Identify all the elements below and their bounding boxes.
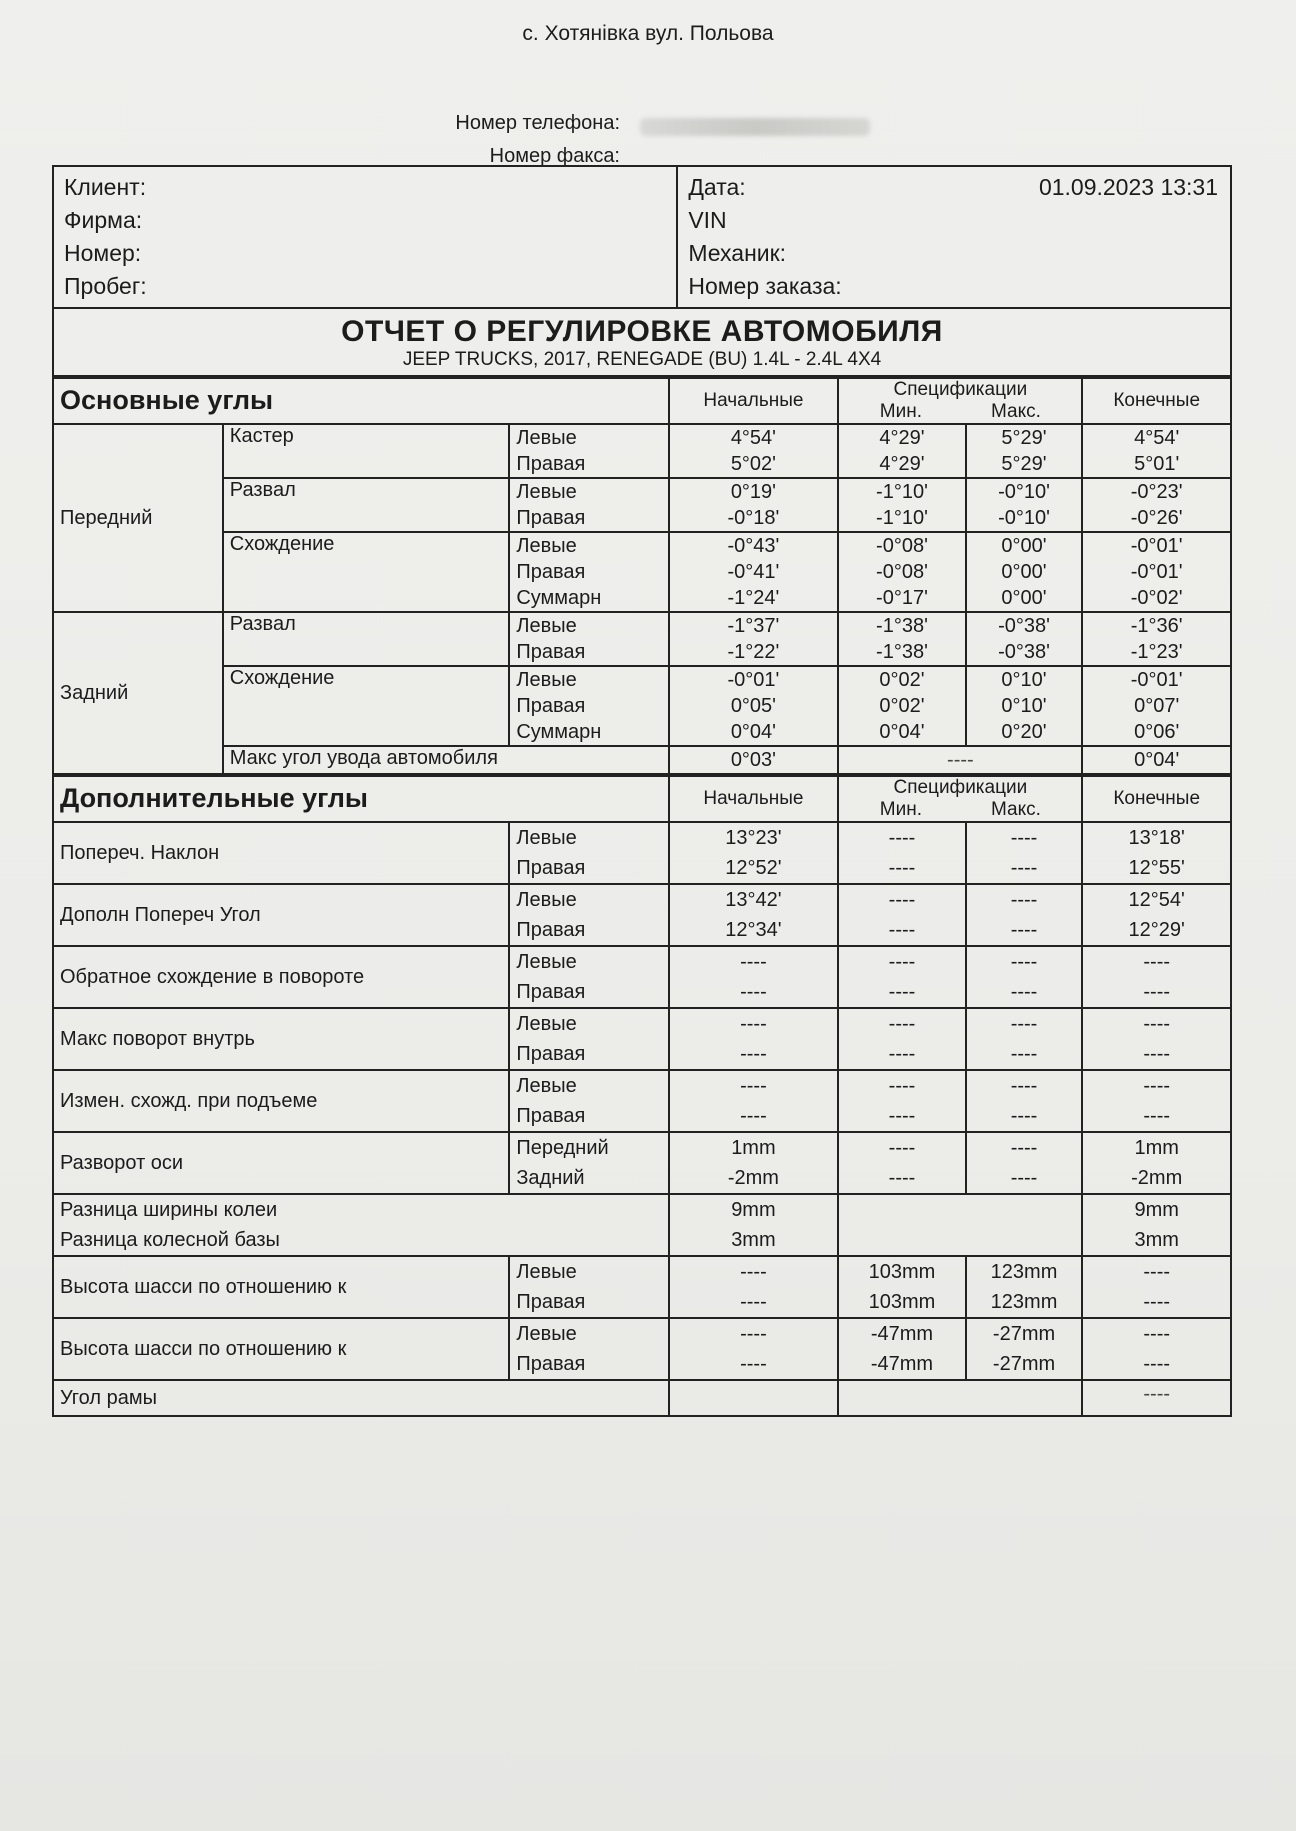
col-final: Конечные [1082,378,1231,424]
table-row: Макс угол увода автомобиля 0°03' ---- 0°04' [53,746,1231,774]
main-angles-table [52,377,1232,775]
table-row: Дополн Попереч Угол Левые Правая 13°42' 12°34' ---- ---- ---- ---- 12°54' 12°29' [53,884,1231,946]
frame-angle-label: Угол рамы [53,1380,669,1416]
firm-label: Фирма: [64,207,143,233]
table-row: Обратное схождение в повороте Левые Правая ---- ---- ---- ---- ---- ---- ---- ---- [53,946,1231,1008]
caster-label: Кастер [223,424,510,478]
row-label: Макс поворот внутрь [53,1008,509,1070]
height-rows [53,1256,1231,1380]
front-camber-label: Развал [223,478,510,532]
row-label: Высота шасси по отношению к [53,1256,509,1318]
fax-label: Номер факса: [489,145,620,167]
additional-rows [53,822,1231,1194]
additional-angles-table [52,775,1232,1417]
table-row: Задний Развал Левые Правая -1°37' -1°22' -1°38' -1°38' -0°38' -0°38' -1°36' -1°23' [53,612,1231,666]
table-row: Передний Кастер Левые Правая 4°54' 5°02' 4°29' 4°29' 5°29' 5°29' 4°54' 5°01' [53,424,1231,478]
date-label: Дата: [688,174,746,200]
date-value: 01.09.2023 13:31 [1038,174,1218,200]
thrust-label: Макс угол увода автомобиля [223,746,669,774]
col-spec: Спецификации Мин. Макс. [838,378,1082,424]
col-initial: Начальные [669,378,839,424]
rear-group-label: Задний [53,612,223,774]
wheelbase-diff-label: Разница колесной базы [60,1229,280,1251]
rear-camber-label: Развал [223,612,510,666]
order-block [677,166,1231,308]
row-label: Разворот оси [53,1132,509,1194]
row-label: Дополн Попереч Угол [53,884,509,946]
client-label: Клиент: [64,174,147,200]
vin-label: VIN [688,207,727,233]
report-title: ОТЧЕТ О РЕГУЛИРОВКЕ АВТОМОБИЛЯ [341,315,943,348]
table-row: Разница ширины колеи Разница колесной базы 9mm 3mm 9mm 3mm [53,1194,1231,1256]
report-title-block [52,309,1232,377]
rear-toe-label: Схождение [223,666,510,746]
client-info-table [52,165,1232,309]
vehicle-description: JEEP TRUCKS, 2017, RENEGADE (BU) 1.4L - 2.4L 4X4 [402,349,882,370]
row-label: Измен. схожд. при подъеме [53,1070,509,1132]
shop-address: с. Хотянівка вул. Польова [522,22,774,45]
row-label: Высота шасси по отношению к [53,1318,509,1380]
table-row: Высота шасси по отношению к Левые Правая ---- ---- 103mm 103mm 123mm 123mm ---- ---- [53,1256,1231,1318]
main-angles-title: Основные углы [53,378,669,424]
report-sheet [52,165,1232,1417]
table-row: Угол рамы ---- [53,1380,1231,1416]
additional-angles-title: Дополнительные углы [53,776,669,822]
col-max: Макс. [990,401,1041,422]
additional-angles-header: Дополнительные углы Начальные Спецификации Мин. Макс. Конечные [53,776,1231,822]
row-label: Попереч. Наклон [53,822,509,884]
track-diff-label: Разница ширины колеи [60,1199,278,1221]
table-row: Макс поворот внутрь Левые Правая ---- ---- ---- ---- ---- ---- ---- ---- [53,1008,1231,1070]
number-label: Номер: [64,240,142,266]
table-row: Схождение Левые Правая Суммарн -0°43' -0°41' -1°24' -0°08' -0°08' -0°17' 0°00' 0°00' 0°00' -0°01' -0°01' -0°02' [53,532,1231,612]
table-row: Развал Левые Правая 0°19' -0°18' -1°10' -1°10' -0°10' -0°10' -0°23' -0°26' [53,478,1231,532]
front-group-label: Передний [53,424,223,612]
table-row: Схождение Левые Правая Суммарн -0°01' 0°05' 0°04' 0°02' 0°02' 0°04' 0°10' 0°10' 0°20' -0°01' 0°07' 0°06' [53,666,1231,746]
row-label: Обратное схождение в повороте [53,946,509,1008]
phone-label: Номер телефона: [455,112,620,134]
client-block [53,166,677,308]
table-row: Высота шасси по отношению к Левые Правая ---- ---- -47mm -47mm -27mm -27mm ---- ---- [53,1318,1231,1380]
mechanic-label: Механик: [688,240,787,266]
redacted-phone [640,118,870,136]
order-label: Номер заказа: [688,273,842,299]
main-angles-header [53,378,1231,424]
table-row: Разворот оси Передний Задний 1mm -2mm ---- ---- ---- ---- 1mm -2mm [53,1132,1231,1194]
table-row: Измен. схожд. при подъеме Левые Правая ---- ---- ---- ---- ---- ---- ---- ---- [53,1070,1231,1132]
col-min: Мин. [879,401,923,422]
front-toe-label: Схождение [223,532,510,612]
mileage-label: Пробег: [64,273,147,299]
table-row: Попереч. Наклон Левые Правая 13°23' 12°52' ---- ---- ---- ---- 13°18' 12°55' [53,822,1231,884]
